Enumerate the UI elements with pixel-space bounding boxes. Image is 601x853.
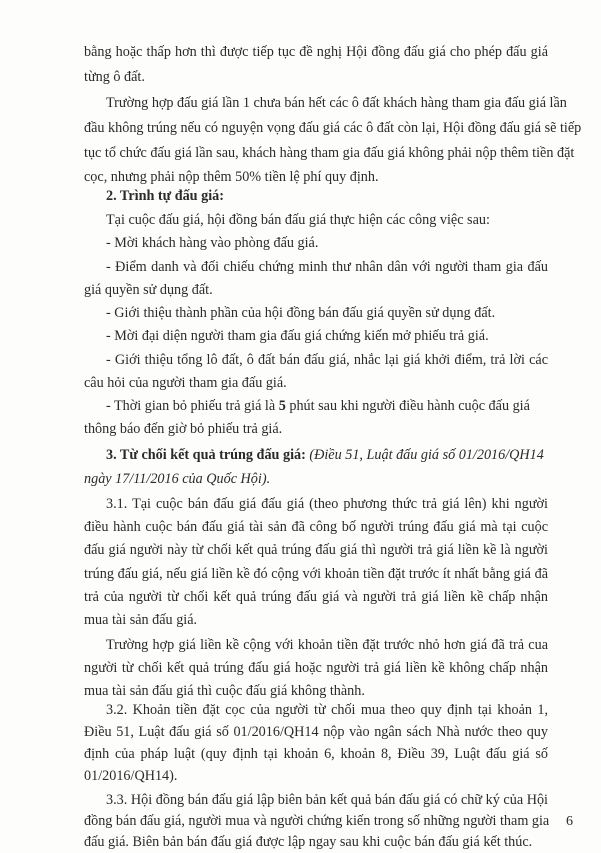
list-item: - Mời khách hàng vào phòng đấu giá. — [106, 235, 319, 251]
text-line: trúng đấu giá, nếu giá liền kề đó cộng với khoản tiền đặt trước ít nhất bằng giá đã — [84, 566, 548, 582]
text-line: 01/2016/QH14). — [84, 768, 178, 784]
page-number: 6 — [566, 814, 573, 829]
list-item: - Giới thiệu thành phần của hội đồng bán đấu giá quyền sử dụng đất. — [106, 305, 496, 321]
text-line: mua tài sản đấu giá thì cuộc đấu giá không thành. — [84, 683, 365, 699]
text-line: điều hành cuộc bán đấu giá tài sản đã công bố người trúng đấu giá mà tại cuộc — [84, 519, 548, 535]
text-line: đồng bán đấu giá, người mua và người chứng kiến trong số những người tham gia — [84, 813, 550, 829]
text-line: người từ chối kết quả trúng đấu giá hoặc người trả giá liền kề không chấp nhận — [84, 660, 548, 676]
text-line: Tại cuộc đấu giá, hội đồng bán đấu giá thực hiện các công việc sau: — [106, 212, 490, 228]
text-line: tục tổ chức đấu giá lần sau, khách hàng tham gia đấu giá không phải nộp thêm tiền đặt — [84, 145, 575, 161]
text-line: đấu giá người này từ chối kết quả trúng đấu giá thì người trả giá liền kề là người — [84, 542, 548, 558]
text-line: 3.1. Tại cuộc bán đấu giá đấu giá (theo phương thức trả giá lên) khi người — [106, 496, 548, 512]
text-line: câu hỏi của người tham gia đấu giá. — [84, 375, 287, 391]
text-line: định của pháp luật (quy định tại khoản 6, khoản 8, Điều 39, Luật đấu giá số — [84, 746, 548, 762]
text-line: đấu giá. Biên bản bán đấu giá được lập ngay sau khi cuộc bán đấu giá kết thúc. — [84, 834, 533, 850]
text-line: trả của người từ chối kết quả trúng đấu giá và người trả giá liền kề chấp nhận — [84, 589, 548, 605]
text-line: bằng hoặc thấp hơn thì được tiếp tục đề nghị Hội đồng đấu giá cho phép đấu giá — [84, 44, 548, 60]
text-line: Trường hợp đấu giá lần 1 chưa bán hết các ô đất khách hàng tham gia đấu giá lần — [106, 95, 567, 111]
list-item: - Giới thiệu tổng lô đất, ô đất bán đấu giá, nhắc lại giá khởi điểm, trả lời các — [106, 352, 548, 368]
section-heading-2: 2. Trình tự đấu giá: — [106, 188, 224, 204]
list-item: - Thời gian bỏ phiếu trả giá là 5 phút sau khi người điều hành cuộc đấu giá — [106, 398, 530, 414]
text-line: Trường hợp giá liền kề cộng với khoản tiền đặt trước nhỏ hơn giá đã trả cua — [106, 637, 548, 653]
text-line: cọc, nhưng phải nộp thêm 50% tiền lệ phí quy định. — [84, 169, 379, 185]
text-line: thông báo đến giờ bỏ phiếu trả giá. — [84, 421, 283, 437]
text-line: đầu không trúng nếu có nguyện vọng đấu giá các ô đất còn lại, Hội đồng đấu giá sẽ tiếp — [84, 120, 582, 136]
text-line: Điều 51, Luật đấu giá số 01/2016/QH14 nộp vào ngân sách Nhà nước theo quy — [84, 724, 548, 740]
text-line: từng ô đất. — [84, 69, 145, 85]
list-item: - Mời đại diện người tham gia đấu giá chứng kiến mở phiếu trả giá. — [106, 328, 489, 344]
list-item: - Điểm danh và đối chiếu chứng minh thư nhân dân với người tham gia đấu — [106, 259, 548, 275]
text-line: 3.3. Hội đồng bán đấu giá lập biên bản kết quả bán đấu giá có chữ ký của Hội — [106, 792, 548, 808]
section-heading-3: 3. Từ chối kết quả trúng đấu giá: (Điều 51, Luật đấu giá số 01/2016/QH14 — [106, 447, 544, 463]
text-line: 3.2. Khoản tiền đặt cọc của người từ chối mua theo quy định tại khoản 1, — [106, 702, 548, 718]
text-line: mua tài sản đấu giá. — [84, 612, 198, 628]
text-line: ngày 17/11/2016 của Quốc Hội). — [84, 471, 271, 487]
text-line: giá quyền sử dụng đất. — [84, 282, 213, 298]
